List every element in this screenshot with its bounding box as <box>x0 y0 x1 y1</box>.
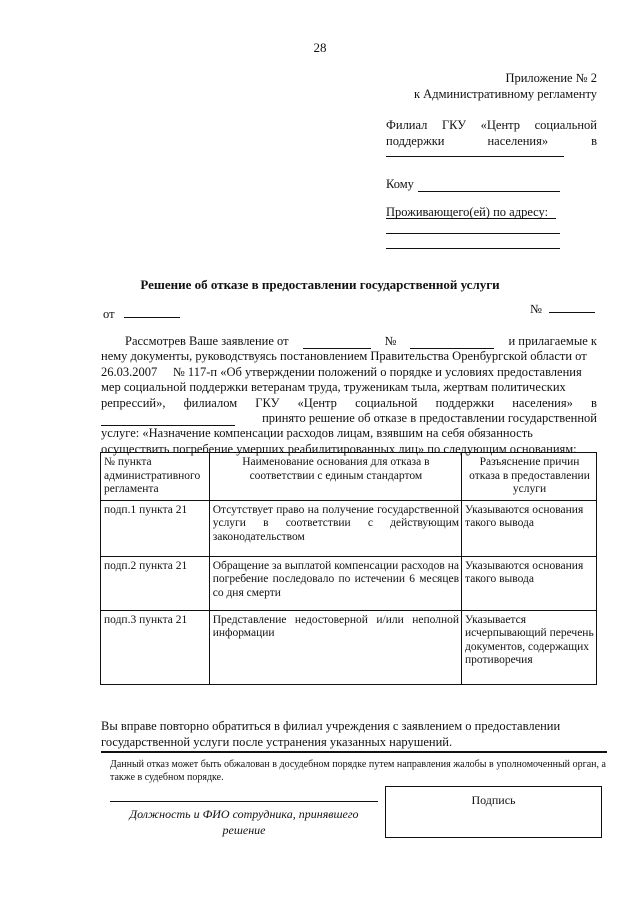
address-label: Проживающего(ей) по адресу: <box>386 205 549 219</box>
row-reason: Представление недостоверной и/или неполной информации <box>209 610 461 684</box>
date-row <box>103 307 180 322</box>
section-divider <box>101 751 607 753</box>
branch-word: населения» <box>487 134 549 148</box>
paragraph-text: услуге: «Назначение компенсации расходов лицам, взявшим на себя обязанность <box>101 426 533 441</box>
row-point: подп.1 пункта 21 <box>101 500 210 556</box>
paragraph-word: социальной <box>355 395 418 410</box>
paragraph-line <box>101 411 597 426</box>
row-reason: Отсутствует право на получение государственной услуги в соответствии с действующим законодательством <box>209 500 461 556</box>
application-number-blank[interactable] <box>410 334 494 349</box>
page-number: 28 <box>313 40 327 55</box>
paragraph-text: № <box>384 334 397 348</box>
signature-label: Подпись <box>471 793 516 807</box>
row-explanation: Указывается исчерпывающий перечень документов, содержащих противоречия <box>462 610 597 684</box>
row-point: подп.3 пункта 21 <box>101 610 210 684</box>
paragraph-word: ГКУ <box>255 395 280 410</box>
paragraph-text: Рассмотрев Ваше заявление от <box>125 334 289 348</box>
reapply-notice: Вы вправе повторно обратиться в филиал учреждения с заявлением о предоставлении государственной услуги после устранения указанных нарушений. <box>101 719 561 749</box>
date-blank[interactable] <box>124 317 180 318</box>
address-blank-2[interactable] <box>386 248 560 249</box>
paragraph-word: населения» <box>512 395 573 410</box>
branch-line-1 <box>386 117 597 133</box>
paragraph-line <box>101 396 597 411</box>
position-signature-line[interactable] <box>110 801 378 802</box>
paragraph-word: филиалом <box>183 395 238 410</box>
signature-box[interactable] <box>385 786 602 838</box>
address-underline <box>386 218 556 219</box>
recipient-name-blank[interactable] <box>418 191 560 192</box>
application-date-blank[interactable] <box>303 334 371 349</box>
paragraph-line <box>101 365 597 380</box>
header-explanation: Разъяснение причин отказа в предоставлении услуги <box>462 453 597 501</box>
paragraph-text: принято решение об отказе в предоставлении государственной <box>262 411 597 426</box>
row-explanation: Указываются основания такого вывода <box>462 500 597 556</box>
paragraph-line <box>101 349 597 364</box>
appeal-notice: Данный отказ может быть обжалован в досудебном порядке путем направления жалобы в уполномоченный орган, а также в судебном порядке. <box>110 759 606 783</box>
row-point: подп.2 пункта 21 <box>101 556 210 610</box>
branch-word: Филиал <box>386 118 428 132</box>
paragraph-word: «Центр <box>297 395 337 410</box>
branch-line-2 <box>386 133 597 149</box>
table-row <box>101 556 597 610</box>
paragraph-line <box>101 334 597 349</box>
to-label: Кому <box>386 177 414 191</box>
date-label: от <box>103 307 115 321</box>
paragraph-text: 26.03.2007 № 117-п «Об утверждении положений о порядке и условиях предоставления <box>101 364 582 379</box>
table-row <box>101 610 597 684</box>
header-reason: Наименование основания для отказа в соответствии с единым стандартом <box>209 453 461 501</box>
branch-block <box>386 117 597 149</box>
paragraph-text: и прилагаемые к <box>508 334 597 348</box>
refusal-reasons-table <box>100 452 597 685</box>
paragraph-line <box>101 426 597 441</box>
row-reason: Обращение за выплатой компенсации расходов на погребение последовало по истечении 6 месяцев со дня смерти <box>209 556 461 610</box>
header-point: № пункта административного регламента <box>101 453 210 501</box>
position-label: Должность и ФИО сотрудника, принявшего решение <box>129 807 359 837</box>
address-blank-1[interactable] <box>386 233 560 234</box>
branch-location-blank[interactable] <box>101 411 235 426</box>
appendix-number: Приложение № 2 <box>505 71 597 85</box>
branch-name-blank[interactable] <box>386 156 564 157</box>
branch-word: ГКУ <box>441 118 467 132</box>
appendix-reference: к Административному регламенту <box>413 87 597 101</box>
paragraph-word: поддержки <box>435 395 495 410</box>
paragraph-text: осуществить погребение умерших реабилитированных лиц» по следующим основаниям: <box>101 441 577 456</box>
document-title: Решение об отказе в предоставлении государственной услуги <box>140 277 500 292</box>
branch-word: в <box>591 134 597 148</box>
branch-word: поддержки <box>386 134 445 148</box>
number-blank[interactable] <box>549 312 595 313</box>
paragraph-text: нему документы, руководствуясь постановлением Правительства Оренбургской области от <box>101 349 587 364</box>
paragraph-text: мер социальной поддержки ветеранам труда, труженикам тыла, жертвам политических <box>101 380 566 395</box>
paragraph-line <box>101 380 597 395</box>
table-header-row <box>101 453 597 501</box>
decision-paragraph <box>101 334 597 457</box>
number-row <box>530 302 595 317</box>
paragraph-word: репрессий», <box>101 395 166 410</box>
branch-word: «Центр <box>480 118 521 132</box>
paragraph-word: в <box>591 395 597 410</box>
table-row <box>101 500 597 556</box>
number-label: № <box>530 302 542 316</box>
row-explanation: Указываются основания такого вывода <box>462 556 597 610</box>
branch-word: социальной <box>534 118 597 132</box>
